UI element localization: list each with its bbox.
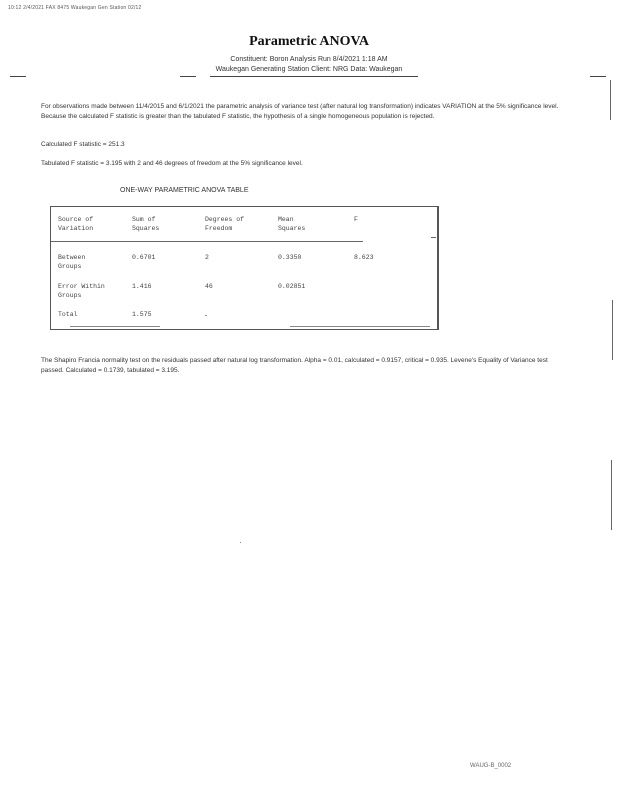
tabulated-f-statistic: Tabulated F statistic = 3.195 with 2 and 46 degrees of freedom at the 5% significance level. (41, 160, 303, 167)
anova-table-title: ONE-WAY PARAMETRIC ANOVA TABLE (120, 187, 249, 194)
scan-mark-3 (611, 460, 612, 530)
table-row-total-df-mark (205, 315, 207, 316)
table-row-between-df: 2 (205, 254, 209, 261)
table-row-between-ms: 0.3350 (278, 254, 302, 261)
table-header-rule (51, 241, 363, 242)
table-row-total-ss: 1.575 (132, 311, 152, 318)
table-row-between-ss: 0.6701 (132, 254, 156, 261)
header-rule-left (10, 76, 26, 77)
page-title: Parametric ANOVA (249, 34, 369, 49)
anova-table (50, 206, 439, 330)
table-bottom-rule-right (290, 326, 430, 327)
calculated-f-statistic: Calculated F statistic = 251.3 (41, 141, 125, 148)
test-result-paragraph: For observations made between 11/4/2015 and 6/1/2021 the parametric analysis of variance test (after natural log transformation) indicates VARIATION at the 5% significance level. Because the calculated F statistic is greater than the tabulated F statistic, the hypothesis of a single homogeneous population is rejected. (41, 103, 559, 120)
table-row-within-ms: 0.02851 (278, 283, 306, 290)
header-rule-center (210, 76, 418, 77)
header-sum-of-squares: Sum of Squares (132, 216, 160, 232)
fax-header: 10:12 2/4/2021 FAX 8475 Waukegan Gen Station 02/12 (8, 5, 142, 11)
table-row-within-df: 46 (205, 283, 213, 290)
table-row-between-source: Between Groups (58, 254, 86, 270)
header-rule-right (590, 76, 606, 77)
scan-dot (240, 542, 241, 543)
header-degrees-of-freedom: Degrees of Freedom (205, 216, 245, 232)
table-header-rule-tail (431, 237, 436, 238)
table-row-within-ss: 1.416 (132, 283, 152, 290)
header-f: F (354, 216, 358, 223)
header-mean-squares: Mean Squares (278, 216, 306, 232)
scan-mark-1 (610, 80, 611, 120)
header-source: Source of Variation (58, 216, 94, 232)
subtitle-station: Waukegan Generating Station Client: NRG Data: Waukegan (215, 66, 403, 73)
normality-test-paragraph: The Shapiro Francia normality test on the residuals passed after natural log transformation. Alpha = 0.01, calculated = 0.9157, critical = 0.935. Levene's Equality of Variance test passed. Calculated = 0.1739, tabulated = 3.195. (41, 357, 548, 374)
header-rule-mid (180, 76, 196, 77)
table-row-total-source: Total (58, 311, 78, 318)
page-footer-id: WAUG-B_0002 (470, 763, 512, 769)
table-row-within-source: Error Within Groups (58, 283, 105, 299)
scan-mark-2 (612, 300, 613, 360)
table-bottom-rule-left (70, 326, 160, 327)
subtitle-constituent: Constituent: Boron Analysis Run 8/4/2021 1:18 AM (230, 56, 388, 63)
table-row-between-f: 8.623 (354, 254, 374, 261)
